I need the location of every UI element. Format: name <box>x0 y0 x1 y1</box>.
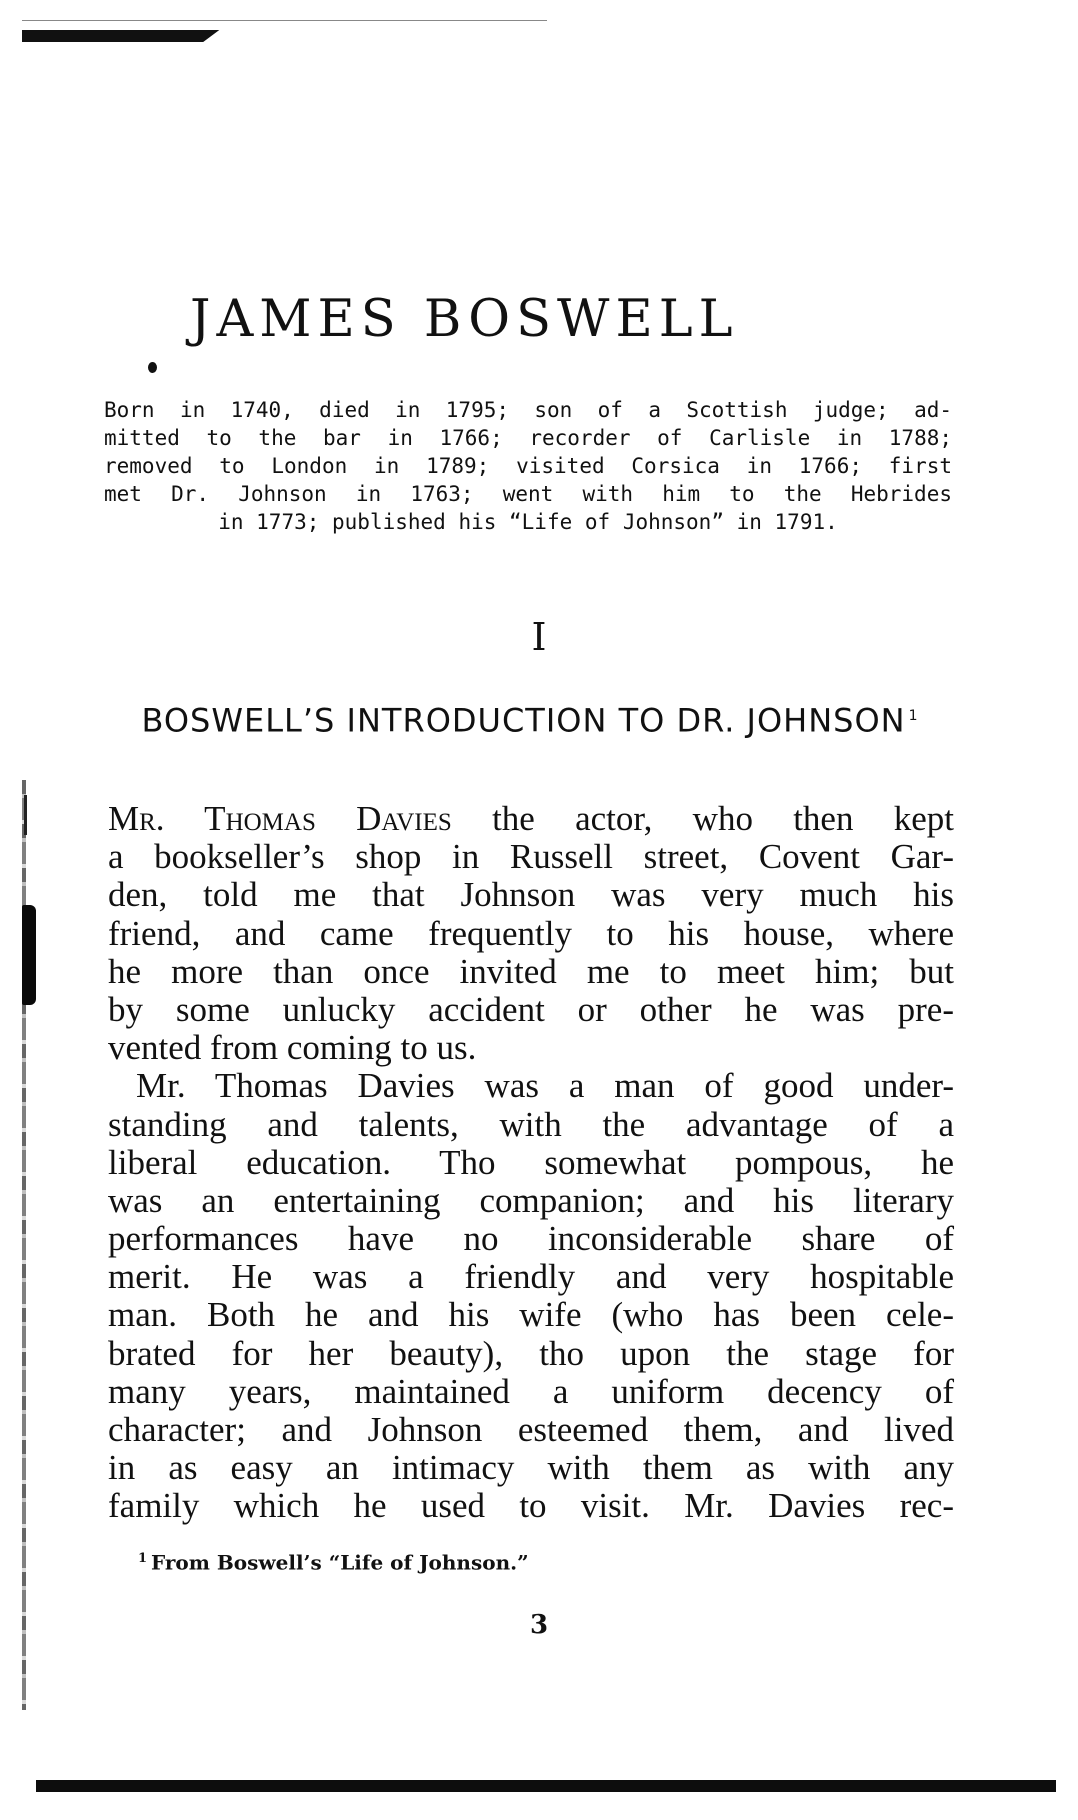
section-number: I <box>531 615 547 659</box>
body-line: character; and Johnson esteemed them, and lived <box>108 1410 954 1449</box>
body-line: by some unlucky accident or other he was pre- <box>108 989 954 1029</box>
body-line: brated for her beauty), tho upon the stage for <box>108 1333 954 1373</box>
body-line: standing and talents, with the advantage of a <box>108 1104 954 1144</box>
body-line <box>108 800 954 838</box>
bio-line: mitted to the bar in 1766; recorder of Carlisle in 1788; <box>104 426 952 450</box>
body-line: a bookseller’s shop in Russell street, Covent Gar- <box>108 837 954 877</box>
top-rule <box>22 18 547 44</box>
bio-line: Born in 1740, died in 1795; son of a Scottish judge; ad- <box>104 398 952 422</box>
body-line: liberal education. Tho somewhat pompous, he <box>108 1142 954 1182</box>
body-line: merit. He was a friendly and very hospitable <box>108 1257 954 1297</box>
footnote-text: From Boswell’s “Life of Johnson.” <box>151 1550 529 1575</box>
page-edge-mark <box>24 795 27 835</box>
body-line: in as easy an intimacy with them as with any <box>108 1448 954 1488</box>
footnote <box>138 1552 529 1573</box>
bio-line: met Dr. Johnson in 1763; went with him to the Hebrides <box>104 482 952 506</box>
lead-small-caps: Mr. Thomas Davies <box>108 799 452 838</box>
bottom-rule <box>36 1780 1056 1792</box>
chapter-footnote-marker: 1 <box>908 708 919 724</box>
body-line: many years, maintained a uniform decency of <box>108 1371 954 1411</box>
lead-line-rest: the actor, who then kept <box>451 799 954 838</box>
bio-line: in 1773; published his “Life of Johnson” in 1791. <box>218 510 838 534</box>
page-title: JAMES BOSWELL <box>190 290 739 349</box>
page-edge-ink-blot <box>22 905 36 1005</box>
bullet-mark <box>148 362 157 373</box>
body-line: family which he used to visit. Mr. Davies rec- <box>108 1486 954 1526</box>
chapter-title <box>120 696 940 741</box>
body-line: he more than once invited me to meet him; but <box>108 951 954 991</box>
bio-line: removed to London in 1789; visited Corsica in 1766; first <box>104 454 952 478</box>
body-line: Mr. Thomas Davies was a man of good under- <box>136 1066 954 1106</box>
page-number: 3 <box>529 1610 549 1640</box>
body-line: den, told me that Johnson was very much his <box>108 875 954 915</box>
body-line: friend, and came frequently to his house, where <box>108 913 954 953</box>
biographical-note <box>104 396 952 536</box>
body-line: vented from coming to us. <box>108 1028 477 1068</box>
chapter-title-text: BOSWELL’S INTRODUCTION TO DR. JOHNSON <box>141 701 906 740</box>
footnote-number: 1 <box>138 1551 148 1566</box>
body-line: man. Both he and his wife (who has been cele- <box>108 1295 954 1335</box>
body-text <box>108 800 954 1526</box>
body-line: was an entertaining companion; and his literary <box>108 1180 954 1220</box>
body-line: performances have no inconsiderable share of <box>108 1219 954 1259</box>
